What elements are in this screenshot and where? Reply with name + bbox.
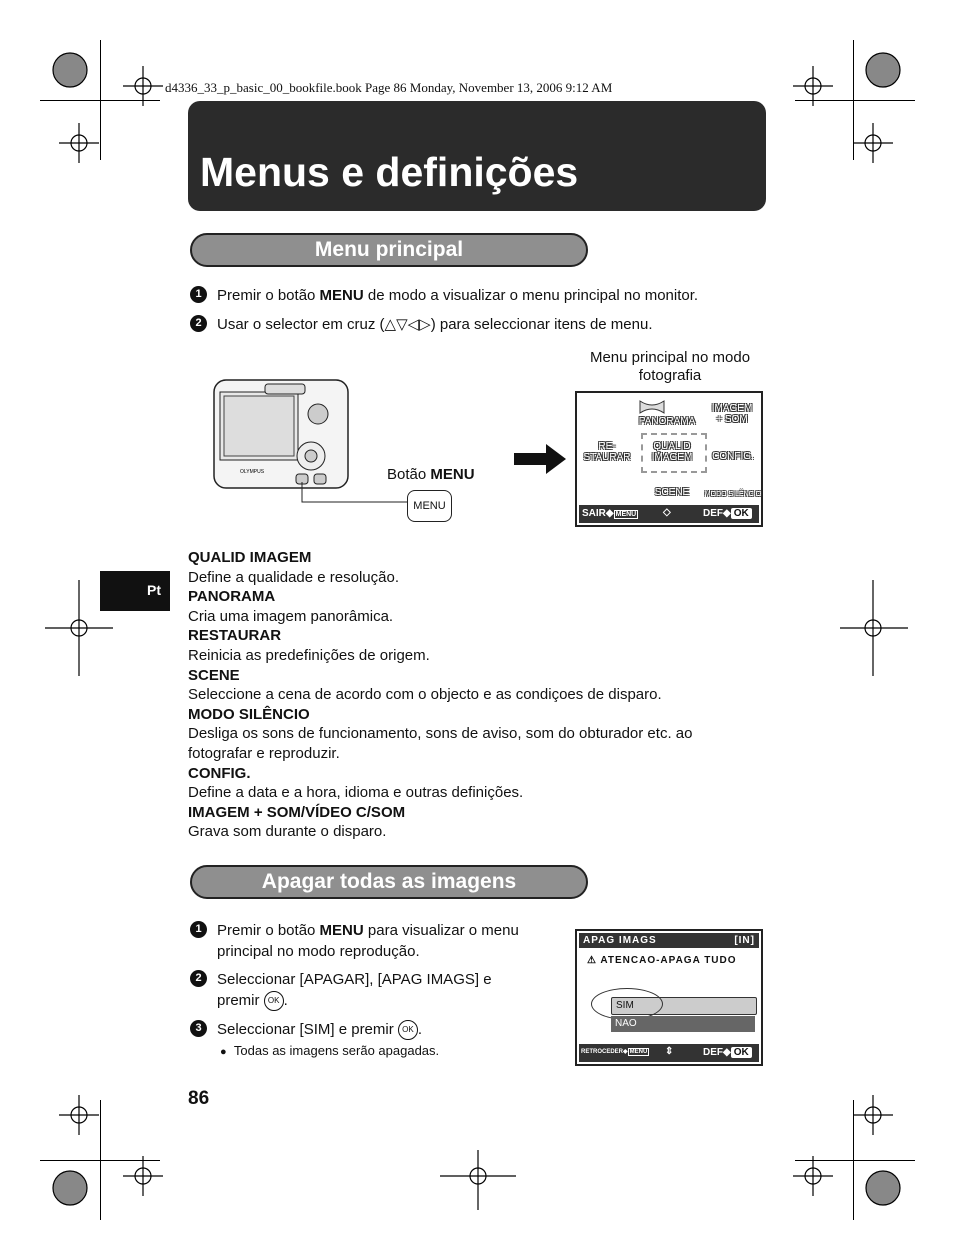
def-desc: Seleccione a cena de acordo com o objecto e as condiçoes de disparo. bbox=[188, 686, 662, 704]
lcd-config-label: CONFIG. bbox=[712, 451, 754, 462]
ok-button-icon: OK bbox=[398, 1020, 418, 1040]
step-number: 3 bbox=[190, 1020, 207, 1037]
def-desc: Reinicia as predefinições de origem. bbox=[188, 646, 430, 664]
step-number: 1 bbox=[190, 286, 207, 303]
bullet-note: ● Todas as imagens serão apagadas. bbox=[220, 1043, 440, 1058]
lcd-option-sim: SIM bbox=[611, 997, 757, 1015]
lcd-caption: Menu principal no modo fotografia bbox=[589, 349, 751, 384]
lcd-panorama-label: PANORAMA bbox=[638, 416, 696, 427]
def-desc: Define a data e a hora, idioma e outras definições. bbox=[188, 784, 524, 802]
section-heading-menu-principal bbox=[190, 233, 588, 267]
lcd-restaurar-label: RE- STAURAR bbox=[583, 441, 631, 463]
title-banner bbox=[188, 101, 766, 211]
arrow-right-icon bbox=[512, 442, 568, 476]
def-desc: Desliga os sons de funcionamento, sons de aviso, som do obturador etc. ao fotografar e reproduzir. bbox=[188, 725, 693, 762]
step-text: Seleccionar [SIM] e premir OK . bbox=[217, 1019, 422, 1040]
language-tab: Pt bbox=[100, 571, 170, 611]
camera-brand-text: OLYMPUS bbox=[240, 469, 265, 475]
lcd-modo-silencio-label: MODO SILÊNCIO bbox=[704, 491, 762, 498]
menu-button-icon: MENU bbox=[407, 490, 452, 522]
step-text: Usar o selector em cruz (△▽◁▷) para seleccionar itens de menu. bbox=[217, 316, 653, 333]
def-term: SCENE bbox=[188, 666, 240, 684]
lcd-title-bar: APAG IMAGS [IN] bbox=[579, 933, 759, 948]
page-number: 86 bbox=[188, 1088, 210, 1109]
step-number: 2 bbox=[190, 315, 207, 332]
def-term: QUALID IMAGEM bbox=[188, 549, 312, 566]
page-title: Menus e definições bbox=[200, 149, 579, 195]
file-header: d4336_33_p_basic_00_bookfile.book Page 86 Monday, November 13, 2006 9:12 AM bbox=[165, 80, 613, 95]
lcd-selector-icon: ◇ bbox=[663, 507, 671, 518]
lcd-bottom-bar: SAIR◆ MENU ◇ DEF◆ OK bbox=[579, 505, 759, 523]
def-desc: Define a qualidade e resolução. bbox=[188, 568, 399, 586]
lcd-updown-icon: ⇕ bbox=[665, 1046, 674, 1057]
section-heading-text: Menu principal bbox=[314, 238, 464, 261]
menu-button-caption: Botão MENU bbox=[387, 466, 475, 483]
lcd-delete-screen bbox=[575, 929, 763, 1066]
def-term: IMAGEM + SOM/VÍDEO C/SOM bbox=[188, 803, 406, 821]
definition-list bbox=[188, 548, 778, 842]
lcd-scene-label: SCENE bbox=[654, 487, 690, 498]
panorama-icon bbox=[637, 399, 667, 415]
lcd-warning-text: ⚠ ATENCAO-APAGA TUDO bbox=[587, 955, 737, 966]
step-number: 1 bbox=[190, 921, 207, 938]
def-term: MODO SILÊNCIO bbox=[188, 705, 310, 723]
step-number: 2 bbox=[190, 970, 207, 987]
section-heading-apagar bbox=[190, 865, 588, 899]
arrow-keys-icon: △▽◁▷ bbox=[384, 316, 431, 333]
lcd-bottom-bar: RETROCEDER◆ MENU ⇕ DEF◆ OK bbox=[579, 1044, 759, 1062]
lcd-option-nao: NAO bbox=[611, 1016, 755, 1032]
menu-keyword: MENU bbox=[319, 287, 364, 304]
lcd-qualid-label: QUALID IMAGEM bbox=[651, 441, 693, 463]
warning-icon: ⚠ bbox=[587, 955, 597, 966]
def-term: RESTAURAR bbox=[188, 627, 282, 645]
section-heading-text: Apagar todas as imagens bbox=[261, 870, 517, 893]
lcd-imagem-som-label: IMAGEM + SOM bbox=[711, 403, 753, 425]
def-term: PANORAMA bbox=[188, 588, 276, 606]
step-text: Premir o botão MENU de modo a visualizar o menu principal no monitor. bbox=[217, 287, 699, 304]
lcd-main-menu bbox=[575, 391, 763, 527]
step-text: Premir o botão MENU para visualizar o menu principal no modo reprodução. bbox=[217, 922, 519, 960]
def-term: CONFIG. bbox=[188, 764, 251, 782]
def-desc: Cria uma imagem panorâmica. bbox=[188, 607, 394, 625]
def-desc: Grava som durante o disparo. bbox=[188, 823, 387, 841]
ok-button-icon: OK bbox=[264, 991, 284, 1011]
step-text: Seleccionar [APAGAR], [APAG IMAGS] e premir OK . bbox=[217, 969, 492, 1011]
